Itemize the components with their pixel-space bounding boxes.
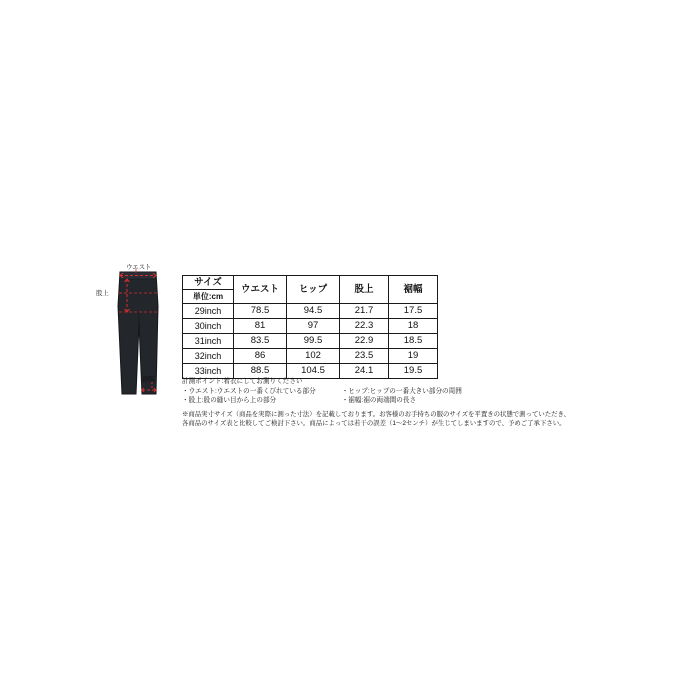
table-row	[183, 304, 438, 319]
pants-diagram	[96, 262, 188, 400]
notes-column-right	[342, 387, 462, 406]
disclaimer-line-1: ※商品実寸サイズ（商品を実際に測った寸法）を記載しております。お客様のお手持ちの服のサイズを平置きの状態で測っていただき、	[182, 410, 571, 418]
cell-size: 32inch	[183, 349, 234, 364]
cell-waist: 86	[234, 349, 287, 364]
cell-hip: 94.5	[287, 304, 340, 319]
table-header-row	[183, 276, 438, 290]
header-rise: 股上	[340, 276, 389, 304]
cell-hip: 99.5	[287, 334, 340, 349]
cell-rise: 22.9	[340, 334, 389, 349]
size-table-body	[183, 304, 438, 379]
hem-dimension-label: 裾幅	[142, 376, 155, 383]
table-row	[183, 334, 438, 349]
cell-size: 31inch	[183, 334, 234, 349]
note-hem: ・裾幅:裾の両端間の長さ	[341, 397, 417, 405]
cell-waist: 78.5	[234, 304, 287, 319]
header-waist: ウエスト	[234, 276, 287, 304]
cell-hem: 19.5	[389, 364, 438, 379]
disclaimer-line-2: 各商品のサイズ表と比較してご検討下さい。商品によっては若干の誤差（1〜2センチ）が生じてしまいますので、予めご了承下さい。	[182, 420, 566, 428]
cell-size: 30inch	[183, 319, 234, 334]
header-hip: ヒップ	[287, 276, 340, 304]
rise-dimension-label: 股上	[96, 290, 109, 297]
notes-heading: 計測ポイント:着衣にしてお測りください	[182, 378, 303, 385]
size-table	[182, 275, 438, 379]
note-rise: ・股上:股の縫い目から上の部分	[182, 397, 277, 405]
waist-dimension-label: ウエスト	[126, 264, 152, 271]
cell-hip: 104.5	[287, 364, 340, 379]
table-row	[183, 319, 438, 334]
cell-size: 29inch	[183, 304, 234, 319]
note-hip: ・ヒップ:ヒップの一番大きい部分の周囲	[341, 387, 462, 395]
cell-hip: 97	[287, 319, 340, 334]
cell-hem: 18.5	[389, 334, 438, 349]
cell-hem: 18	[389, 319, 438, 334]
note-waist: ・ウエスト:ウエストの一番くびれている部分	[182, 387, 316, 395]
measurement-notes	[182, 377, 642, 429]
header-size: サイズ	[183, 276, 234, 290]
cell-hem: 17.5	[389, 304, 438, 319]
cell-hem: 19	[389, 349, 438, 364]
cell-rise: 21.7	[340, 304, 389, 319]
cell-hip: 102	[287, 349, 340, 364]
cell-waist: 81	[234, 319, 287, 334]
notes-column-left	[182, 387, 316, 406]
cell-rise: 23.5	[340, 349, 389, 364]
cell-waist: 83.5	[234, 334, 287, 349]
size-table-wrapper	[182, 275, 438, 379]
table-row	[183, 349, 438, 364]
unit-note: 単位:cm	[183, 290, 234, 304]
cell-size: 33inch	[183, 364, 234, 379]
header-hem: 裾幅	[389, 276, 438, 304]
size-table-head	[183, 276, 438, 304]
cell-waist: 88.5	[234, 364, 287, 379]
notes-columns	[182, 387, 642, 406]
cell-rise: 24.1	[340, 364, 389, 379]
cell-rise: 22.3	[340, 319, 389, 334]
